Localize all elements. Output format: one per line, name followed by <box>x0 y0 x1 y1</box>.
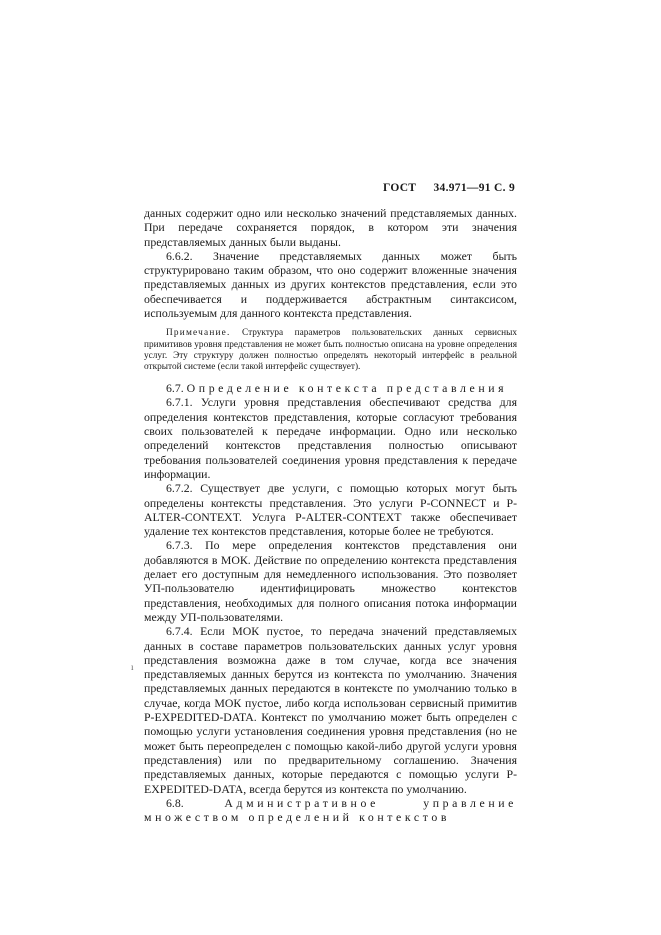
section-number: 6.8. <box>166 795 184 810</box>
margin-mark: ı <box>131 662 134 672</box>
paragraph-6-6-2: 6.6.2. Значение представляемых данных может быть структурировано таким образом, что оно содержит вложенные значения представляемых данных из других контекстов представления, если это обеспечивается и поддерживается абстрактным синтаксисом, используемым для данного контекста представления. <box>144 248 517 321</box>
paragraph-continuation: данных содержит одно или несколько значений представляемых данных. При передаче сохраняется порядок, в котором эти значения представляемых данных были выданы. <box>144 206 517 249</box>
paragraph-6-7-1: 6.7.1. Услуги уровня представления обеспечивают средства для определения контекстов представления, которые согласуют требования своих пользователей к передаче информации. Одно или несколько определений контекстов представления полностью описывают требования пользователей соединения уровня представления к передаче информации. <box>144 395 517 481</box>
section-6-8-heading <box>144 796 517 825</box>
document-body <box>144 206 517 824</box>
standard-number: 34.971—91 <box>433 182 491 194</box>
note <box>144 328 517 373</box>
section-number: 6.7. <box>166 381 184 396</box>
section-6-7-heading <box>144 381 517 395</box>
section-title: Административное управление множеством определений контекстов <box>144 795 517 825</box>
standard-label: ГОСТ <box>382 182 417 194</box>
paragraph-6-7-4: 6.7.4. Если МОК пустое, то передача значений представляемых данных в составе параметров пользовательских данных услуг уровня представления возможна даже в том случае, когда все значения представляемых данных берутся из контекста по умолчанию. Значения представляемых данных передаются в контексте по умолчанию только в случае, когда МОК пустое, либо когда использован сервисный примитив P-EXPEDITED-DATA. Контекст по умолчанию может быть определен с помощью услуги установления соединения уровня представления (но не может быть переопределен с помощью какой-либо другой услуги уровня представления) или по предварительному соглашению. Значения представляемых данных, которые передаются с помощью услуги P-EXPEDITED-DATA, всегда берутся из контекста по умолчанию. <box>144 624 517 796</box>
page-number: С. 9 <box>493 182 515 194</box>
note-label: Примечание. <box>166 328 231 339</box>
paragraph-6-7-2: 6.7.2. Существует две услуги, с помощью которых могут быть определены контексты представления. Это услуги P-CONNECT и P-ALTER-CONTEXT. Услуга P-ALTER-CONTEXT также обеспечивает удаление тех контекстов представления, которые более не требуются. <box>144 481 517 539</box>
page-header <box>383 182 515 194</box>
section-title: Определение контекста представления <box>186 381 508 396</box>
note-text: Структура параметров пользовательских данных сервисных примитивов уровня представления не может быть полностью описана на уровне определения услуг. Эту структуру должен полностью определять некоторый интерфейс в реальной открытой системе (если такой интерфейс существует). <box>144 328 517 372</box>
paragraph-6-7-3: 6.7.3. По мере определения контекстов представления они добавляются в МОК. Действие по определению контекста представления делает его доступным для немедленного использования. Это позволяет УП-пользователю идентифицировать множество контекстов представления, необходимых для полного описания потока информации между УП-пользователями. <box>144 538 517 624</box>
